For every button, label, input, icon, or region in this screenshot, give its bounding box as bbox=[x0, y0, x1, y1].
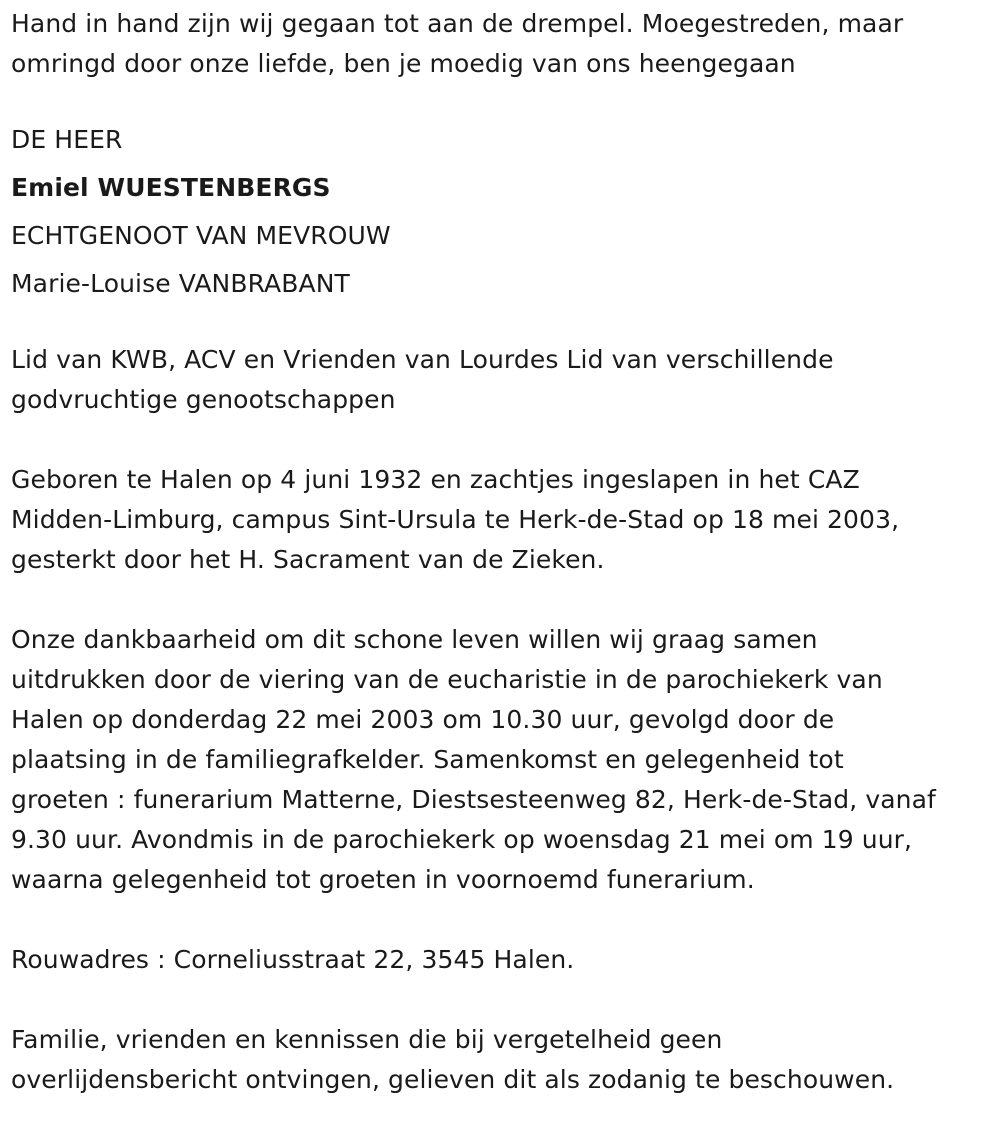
intro-line: Hand in hand zijn wij gegaan tot aan de drempel. Moegestreden, maar bbox=[11, 9, 904, 38]
ceremony-line: Onze dankbaarheid om dit schone leven willen wij graag samen bbox=[11, 625, 818, 654]
ceremony-line: uitdrukken door de viering van de eucharistie in de parochiekerk van bbox=[11, 665, 883, 694]
closing-paragraph bbox=[11, 1020, 996, 1100]
birth-death-line: gesterkt door het H. Sacrament van de Zieken. bbox=[11, 545, 605, 574]
ceremony-line: Halen op donderdag 22 mei 2003 om 10.30 uur, gevolgd door de bbox=[11, 705, 835, 734]
deceased-name: Emiel WUESTENBERGS bbox=[11, 173, 331, 202]
address-line: Rouwadres : Corneliusstraat 22, 3545 Halen. bbox=[11, 945, 575, 974]
birth-death-line: Midden-Limburg, campus Sint-Ursula te Herk-de-Stad op 18 mei 2003, bbox=[11, 505, 900, 534]
ceremony-line: plaatsing in de familiegrafkelder. Samenkomst en gelegenheid tot bbox=[11, 745, 844, 774]
ceremony-line: groeten : funerarium Matterne, Diestsesteenweg 82, Herk-de-Stad, vanaf bbox=[11, 785, 936, 814]
closing-line: overlijdensbericht ontvingen, gelieven dit als zodanig te beschouwen. bbox=[11, 1065, 895, 1094]
deceased-block bbox=[11, 116, 996, 308]
ceremony-line: waarna gelegenheid tot groeten in voornoemd funerarium. bbox=[11, 865, 755, 894]
address-paragraph bbox=[11, 940, 996, 980]
deceased-relation: ECHTGENOOT VAN MEVROUW bbox=[11, 221, 391, 250]
ceremony-line: 9.30 uur. Avondmis in de parochiekerk op woensdag 21 mei om 19 uur, bbox=[11, 825, 913, 854]
birth-death-paragraph bbox=[11, 460, 996, 580]
memberships-line: godvruchtige genootschappen bbox=[11, 385, 396, 414]
death-notice bbox=[11, 4, 996, 1100]
intro-line: omringd door onze liefde, ben je moedig van ons heengegaan bbox=[11, 49, 796, 78]
deceased-title: DE HEER bbox=[11, 125, 123, 154]
intro-paragraph bbox=[11, 4, 996, 84]
closing-line: Familie, vrienden en kennissen die bij vergetelheid geen bbox=[11, 1025, 723, 1054]
spouse-name: Marie-Louise VANBRABANT bbox=[11, 269, 350, 298]
memberships-paragraph bbox=[11, 340, 996, 420]
birth-death-line: Geboren te Halen op 4 juni 1932 en zachtjes ingeslapen in het CAZ bbox=[11, 465, 860, 494]
memberships-line: Lid van KWB, ACV en Vrienden van Lourdes Lid van verschillende bbox=[11, 345, 834, 374]
ceremony-paragraph bbox=[11, 620, 996, 900]
